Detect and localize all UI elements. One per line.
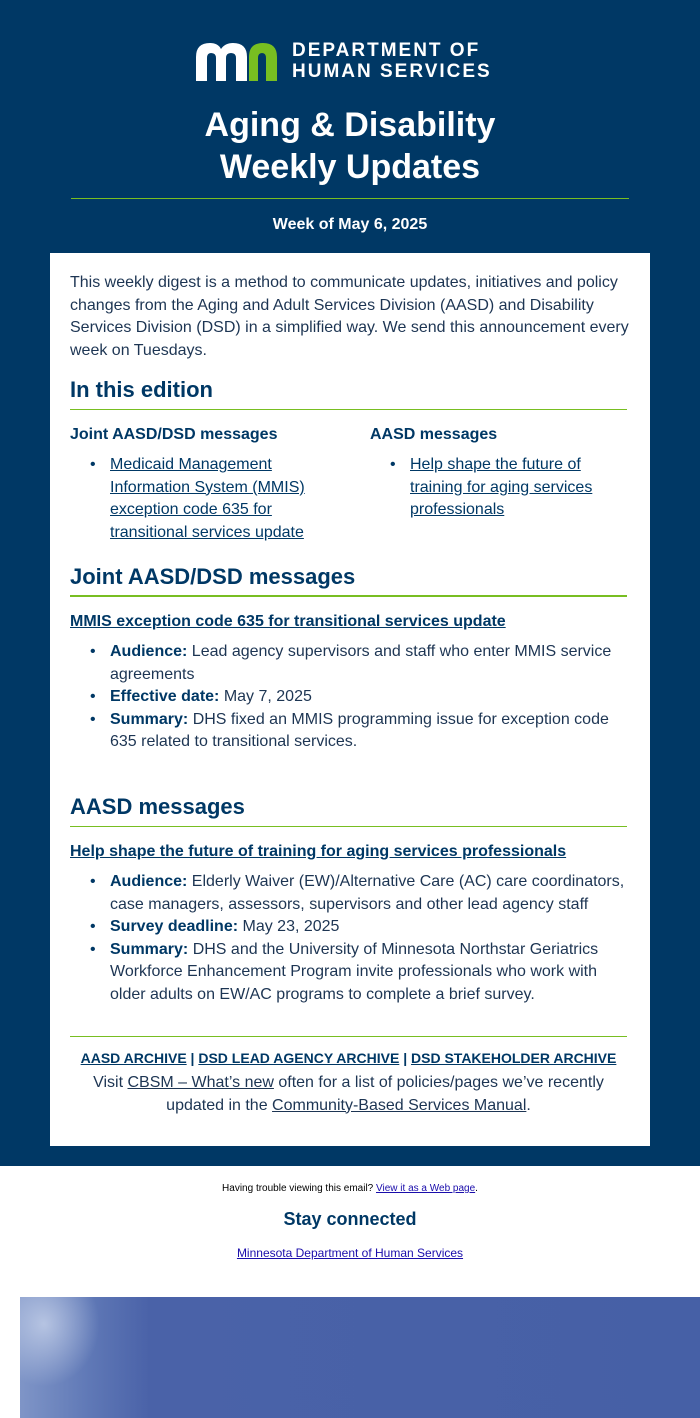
week-label: Week of May 6, 2025 <box>272 216 428 233</box>
detail-label: Summary: <box>110 710 189 728</box>
stay-connected-heading: Stay connected <box>283 1209 417 1229</box>
mn-logo-icon <box>196 43 284 81</box>
detail-value: Elderly Waiver (EW)/Alternative Care (AC) care coordinators, case managers, assessors, supervisors and other lead agency staff <box>110 873 625 913</box>
edition-joint-list <box>70 454 330 544</box>
view-web-page-link[interactable]: View it as a Web page <box>376 1183 476 1194</box>
logo-line-1: DEPARTMENT OF <box>292 40 481 61</box>
aasd-messages-heading: AASD messages <box>70 794 245 819</box>
dhs-link-row <box>0 1246 700 1260</box>
cbsm-whats-new-link[interactable]: CBSM – What’s new <box>127 1074 274 1091</box>
title-line-1: Aging & Disability <box>204 106 496 144</box>
in-this-edition-heading: In this edition <box>70 377 213 402</box>
divider <box>70 409 627 410</box>
trouble-viewing-text <box>0 1183 700 1194</box>
divider <box>70 826 627 827</box>
list-item <box>70 641 627 686</box>
detail-label: Survey deadline: <box>110 918 239 935</box>
detail-label: Effective date: <box>110 688 220 705</box>
dsd-stakeholder-archive-link[interactable]: DSD STAKEHOLDER ARCHIVE <box>411 1050 617 1066</box>
joint-messages-heading: Joint AASD/DSD messages <box>70 564 356 589</box>
edition-link-mmis[interactable]: Medicaid Management Information System (MMIS) exception code 635 for transitional services update <box>110 456 305 541</box>
mmis-article-link[interactable]: MMIS exception code 635 for transitional services update <box>70 613 506 630</box>
trouble-text: Having trouble viewing this email? <box>222 1183 377 1194</box>
visit-mid: often for a list of policies/pages we’ve recently updated in the <box>166 1074 604 1114</box>
list-item <box>70 939 627 1007</box>
banner-highlight <box>20 1297 100 1387</box>
mn-dhs-link[interactable]: Minnesota Department of Human Services <box>236 1246 464 1260</box>
footer-banner-image <box>20 1297 700 1418</box>
separator: | <box>399 1050 412 1066</box>
list-item <box>70 686 627 709</box>
dhs-logo[interactable] <box>196 40 508 84</box>
detail-value: DHS fixed an MMIS programming issue for exception code 635 related to transitional services. <box>110 710 609 750</box>
content-card <box>50 253 650 1146</box>
detail-label: Audience: <box>110 873 188 890</box>
trouble-end: . <box>475 1183 478 1194</box>
edition-joint-heading: Joint AASD/DSD messages <box>70 426 278 443</box>
visit-prefix: Visit <box>93 1074 128 1091</box>
logo-wordmark <box>292 40 492 82</box>
detail-value: DHS and the University of Minnesota Northstar Geriatrics Workforce Enhancement Program invite professionals who work with older adults on EW/AC programs to complete a brief survey. <box>110 940 599 1003</box>
detail-value: Lead agency supervisors and staff who enter MMIS service agreements <box>110 643 612 683</box>
visit-text <box>70 1072 627 1117</box>
list-item <box>370 454 610 522</box>
list-item <box>70 709 627 754</box>
aasd-archive-link[interactable]: AASD ARCHIVE <box>80 1050 187 1066</box>
separator: | <box>186 1050 199 1066</box>
logo-line-2: HUMAN SERVICES <box>292 61 492 82</box>
aasd-details-list <box>70 871 627 1006</box>
list-item <box>70 916 627 939</box>
detail-value: May 7, 2025 <box>219 688 312 705</box>
list-item <box>70 871 627 916</box>
visit-end: . <box>526 1096 531 1114</box>
divider <box>70 595 627 597</box>
cbsm-manual-link[interactable]: Community-Based Services Manual <box>272 1096 527 1114</box>
divider <box>71 198 629 199</box>
detail-label: Summary: <box>110 940 189 958</box>
newsletter-title <box>0 104 700 188</box>
intro-paragraph: This weekly digest is a method to communicate updates, initiatives and policy changes from the Aging and Adult Services Division (AASD) and Disability Services Division (DSD) in a simplified way. We send this announcement every week on Tuesdays. <box>70 274 629 359</box>
training-article-link[interactable]: Help shape the future of training for aging services professionals <box>70 843 567 860</box>
joint-details-list <box>70 641 627 754</box>
edition-aasd-list <box>370 454 610 522</box>
divider <box>70 1036 627 1037</box>
list-item <box>70 454 330 544</box>
archive-links <box>70 1050 627 1066</box>
dsd-lead-agency-archive-link[interactable]: DSD LEAD AGENCY ARCHIVE <box>198 1050 400 1066</box>
title-line-2: Weekly Updates <box>219 148 481 186</box>
edition-link-training[interactable]: Help shape the future of training for aging services professionals <box>410 456 593 518</box>
detail-label: Audience: <box>110 643 188 660</box>
edition-aasd-heading: AASD messages <box>370 426 498 443</box>
detail-value: May 23, 2025 <box>238 918 340 935</box>
